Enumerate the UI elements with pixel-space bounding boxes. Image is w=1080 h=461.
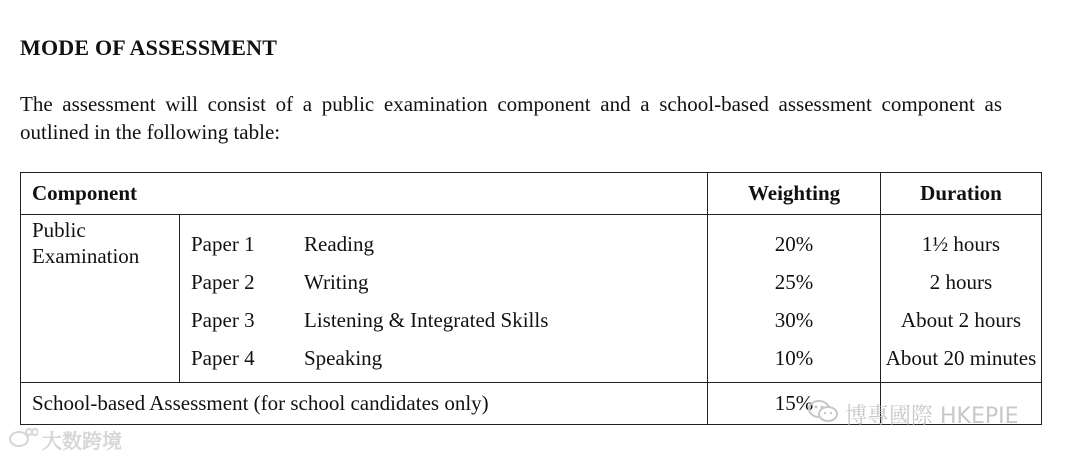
paper-row [191,225,707,263]
papers-cell [180,215,708,383]
duration-value: About 2 hours [900,307,1022,332]
weighting-value: 10% [774,345,814,370]
paper-number: Paper 2 [191,269,255,294]
sba-label: School-based Assessment (for school candidates only) [21,383,708,425]
watermark-right-text: 博專國際 HKEPIE [845,403,1019,429]
header-duration: Duration [881,173,1042,215]
watermark-left [8,425,122,454]
paper-name: Writing [304,269,369,294]
paper-number: Paper 4 [191,345,255,370]
duration-value: 2 hours [929,269,993,294]
paper-number: Paper 1 [191,231,255,256]
intro-paragraph: The assessment will consist of a public examination component and a school-based assessment component as outlined in the following table: [20,92,1002,144]
weighting-value: 20% [774,231,814,256]
sba-weighting: 15% [708,383,881,425]
table-row [21,215,1042,383]
paper-row [191,263,707,301]
paper-name: Speaking [304,345,383,370]
paper-number: Paper 3 [191,307,255,332]
assessment-table [20,172,1042,425]
paper-row [191,301,707,339]
watermark-left-text: 大数跨境 [42,429,122,453]
watermark-right [807,398,1019,430]
paper-name: Listening & Integrated Skills [304,307,549,332]
weighting-value: 25% [774,269,814,294]
weighting-value: 30% [774,307,814,332]
section-heading: MODE OF ASSESSMENT [20,35,278,60]
paper-name: Reading [304,231,374,256]
wechat-icon [807,398,839,430]
table-header-row [21,173,1042,215]
weighting-cell [708,215,881,383]
weibo-icon [8,426,38,453]
header-component: Component [21,173,708,215]
header-weighting: Weighting [708,173,881,215]
duration-cell [881,215,1042,383]
paper-row [191,339,707,377]
duration-value: 1½ hours [921,231,1001,256]
public-examination-label: Public Examination [21,215,180,383]
duration-value: About 20 minutes [885,345,1037,370]
